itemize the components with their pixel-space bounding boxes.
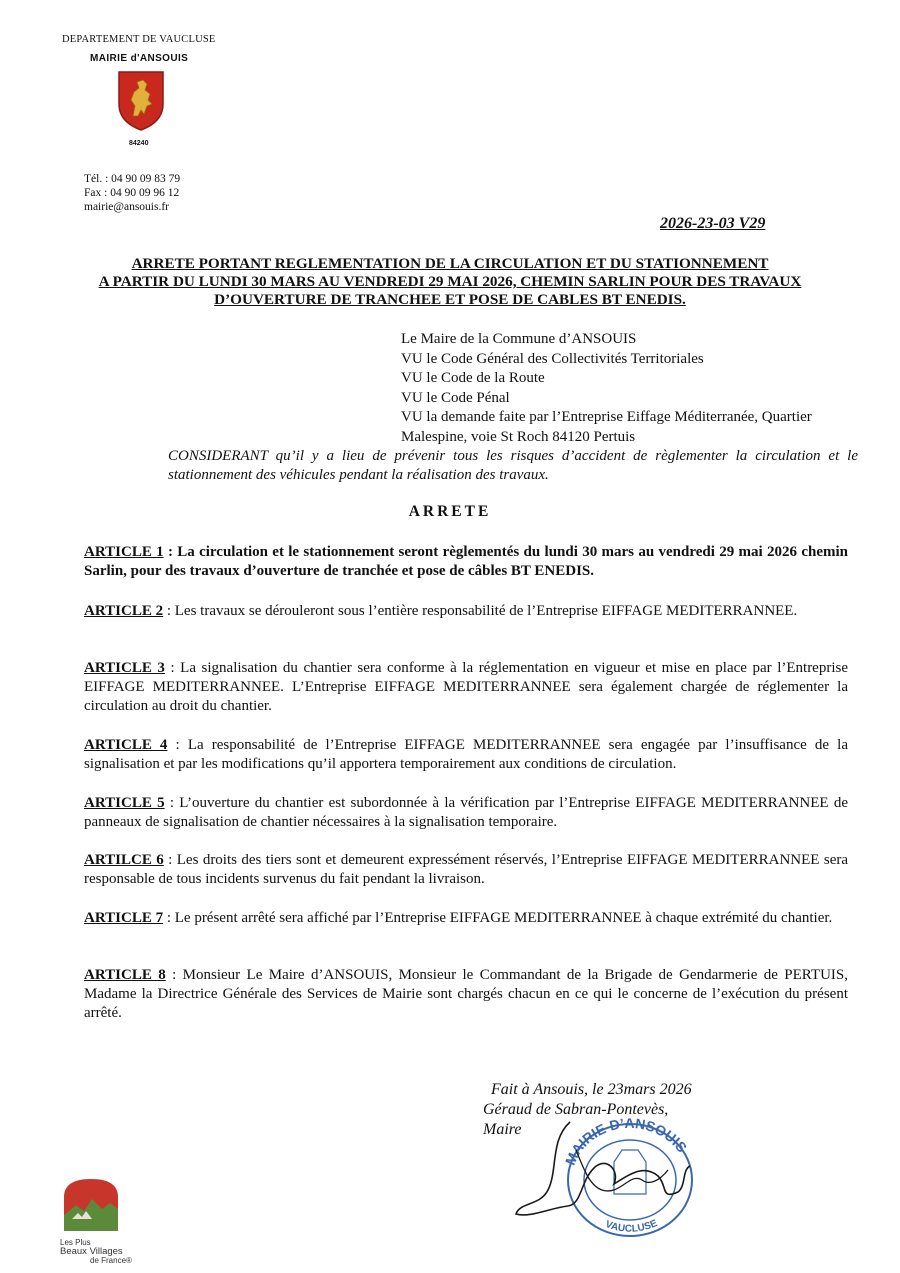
reference-number: 2026-23-03 V29: [660, 215, 766, 232]
email-label: mairie@ansouis.fr: [84, 201, 169, 213]
title-line-2: A PARTIR DU LUNDI 30 MARS AU VENDREDI 29 MAI 2026, CHEMIN SARLIN POUR DES TRAVAUX: [98, 273, 802, 290]
article-7: [84, 909, 848, 928]
fax-label: Fax : 04 90 09 96 12: [84, 187, 180, 199]
article-label: ARTILCE 6: [84, 852, 164, 868]
article-text: : La circulation et le stationnement seront règlementés du lundi 30 mars au vendredi 29 mai 2026 chemin Sarlin, pour des travaux d’ouverture de tranchée et pose de câbles BT ENEDIS.: [84, 544, 848, 579]
contact-block: [84, 172, 180, 214]
postcode-label: 84240: [129, 140, 149, 147]
mairie-label: MAIRIE d'ANSOUIS: [90, 53, 189, 64]
logo-line-3: de France®: [90, 1256, 132, 1265]
preamble-vu-1: VU le Code Général des Collectivités Territoriales: [401, 350, 704, 367]
logo-line-1: Les Plus: [60, 1238, 91, 1247]
department-label: DEPARTEMENT DE VAUCLUSE: [62, 34, 216, 45]
article-text: : Monsieur Le Maire d’ANSOUIS, Monsieur le Commandant de la Brigade de Gendarmerie de PERTUIS, Madame la Directrice Générale des Services de Mairie sont chargés chacun en ce qui le concerne de l’exécution du présent arrêté.: [84, 967, 848, 1021]
preamble-vu-2: VU le Code de la Route: [401, 370, 545, 386]
article-label: ARTICLE 7: [84, 910, 164, 926]
beaux-villages-logo-text: [60, 1238, 132, 1265]
stamp-ring-top: MAIRIE D’ANSOUIS: [561, 1114, 691, 1168]
article-8: [84, 966, 848, 1023]
official-stamp-icon: [510, 1110, 700, 1245]
crest-icon: [117, 70, 165, 137]
signature-place-date: Fait à Ansouis, le 23mars 2026: [491, 1081, 692, 1098]
arrete-heading: ARRETE: [408, 503, 492, 520]
article-label: ARTICLE 8: [84, 967, 166, 983]
title-line-1: ARRETE PORTANT REGLEMENTATION DE LA CIRCULATION ET DU STATIONNEMENT: [131, 255, 769, 272]
article-5: [84, 794, 848, 832]
document-title: [40, 255, 860, 309]
preamble-block: [401, 330, 861, 447]
considerant-paragraph: CONSIDERANT qu’il y a lieu de prévenir tous les risques d’accident de règlementer la circulation et le stationnement des véhicules pendant la réalisation des travaux.: [168, 448, 858, 483]
article-text: : Les droits des tiers sont et demeurent expressément réservés, l’Entreprise EIFFAGE MEDITERRANNEE sera responsable de tous incidents survenus du fait pendant la livraison.: [84, 852, 849, 887]
article-text: : Les travaux se dérouleront sous l’entière responsabilité de l’Entreprise EIFFAGE MEDITERRANNEE.: [163, 603, 798, 619]
article-label: ARTICLE 1: [84, 544, 164, 560]
phone-label: Tél. : 04 90 09 83 79: [84, 173, 181, 185]
signature-name: Géraud de Sabran-Pontevès,: [483, 1101, 669, 1118]
preamble-maire: Le Maire de la Commune d’ANSOUIS: [401, 331, 637, 347]
article-text: : La signalisation du chantier sera conforme à la réglementation en vigueur et mise en place par l’Entreprise EIFFAGE MEDITERRANNEE. L’Entreprise EIFFAGE MEDITERRANNEE sera également chargée de réglementer la circulation au droit du chantier.: [84, 660, 849, 714]
article-label: ARTICLE 2: [84, 603, 164, 619]
article-6: [84, 851, 848, 889]
article-text: : La responsabilité de l’Entreprise EIFFAGE MEDITERRANNEE sera engagée par l’insuffisance de la signalisation et par les modifications qu’il apportera temporairement aux conditions de circulation.: [84, 737, 848, 772]
logo-line-2: Beaux Villages: [60, 1246, 123, 1257]
article-label: ARTICLE 3: [84, 660, 165, 676]
preamble-vu-4a: VU la demande faite par l’Entreprise Eiffage Méditerranée, Quartier: [401, 409, 812, 425]
article-2: [84, 602, 848, 621]
article-1: [84, 543, 848, 581]
beaux-villages-logo-icon: [58, 1175, 124, 1240]
article-4: [84, 736, 848, 774]
preamble-vu-4b: Malespine, voie St Roch 84120 Pertuis: [401, 428, 636, 445]
signature-role: Maire: [483, 1121, 522, 1138]
article-3: [84, 659, 848, 716]
article-text: : L’ouverture du chantier est subordonnée à la vérification par l’Entreprise EIFFAGE MEDITERRANNEE de panneaux de signalisation de chantier nécessaires à la signalisation temporaire.: [84, 795, 849, 830]
preamble-vu-3: VU le Code Pénal: [401, 389, 510, 406]
article-label: ARTICLE 5: [84, 795, 165, 811]
article-text: : Le présent arrêté sera affiché par l’Entreprise EIFFAGE MEDITERRANNEE à chaque extrémité du chantier.: [163, 910, 833, 926]
article-label: ARTICLE 4: [84, 737, 168, 753]
stamp-ring-bottom: VAUCLUSE: [603, 1217, 660, 1235]
svg-text:MAIRIE D’ANSOUIS: [562, 1115, 690, 1167]
title-line-3: D’OUVERTURE DE TRANCHEE ET POSE DE CABLES BT ENEDIS.: [214, 291, 686, 308]
